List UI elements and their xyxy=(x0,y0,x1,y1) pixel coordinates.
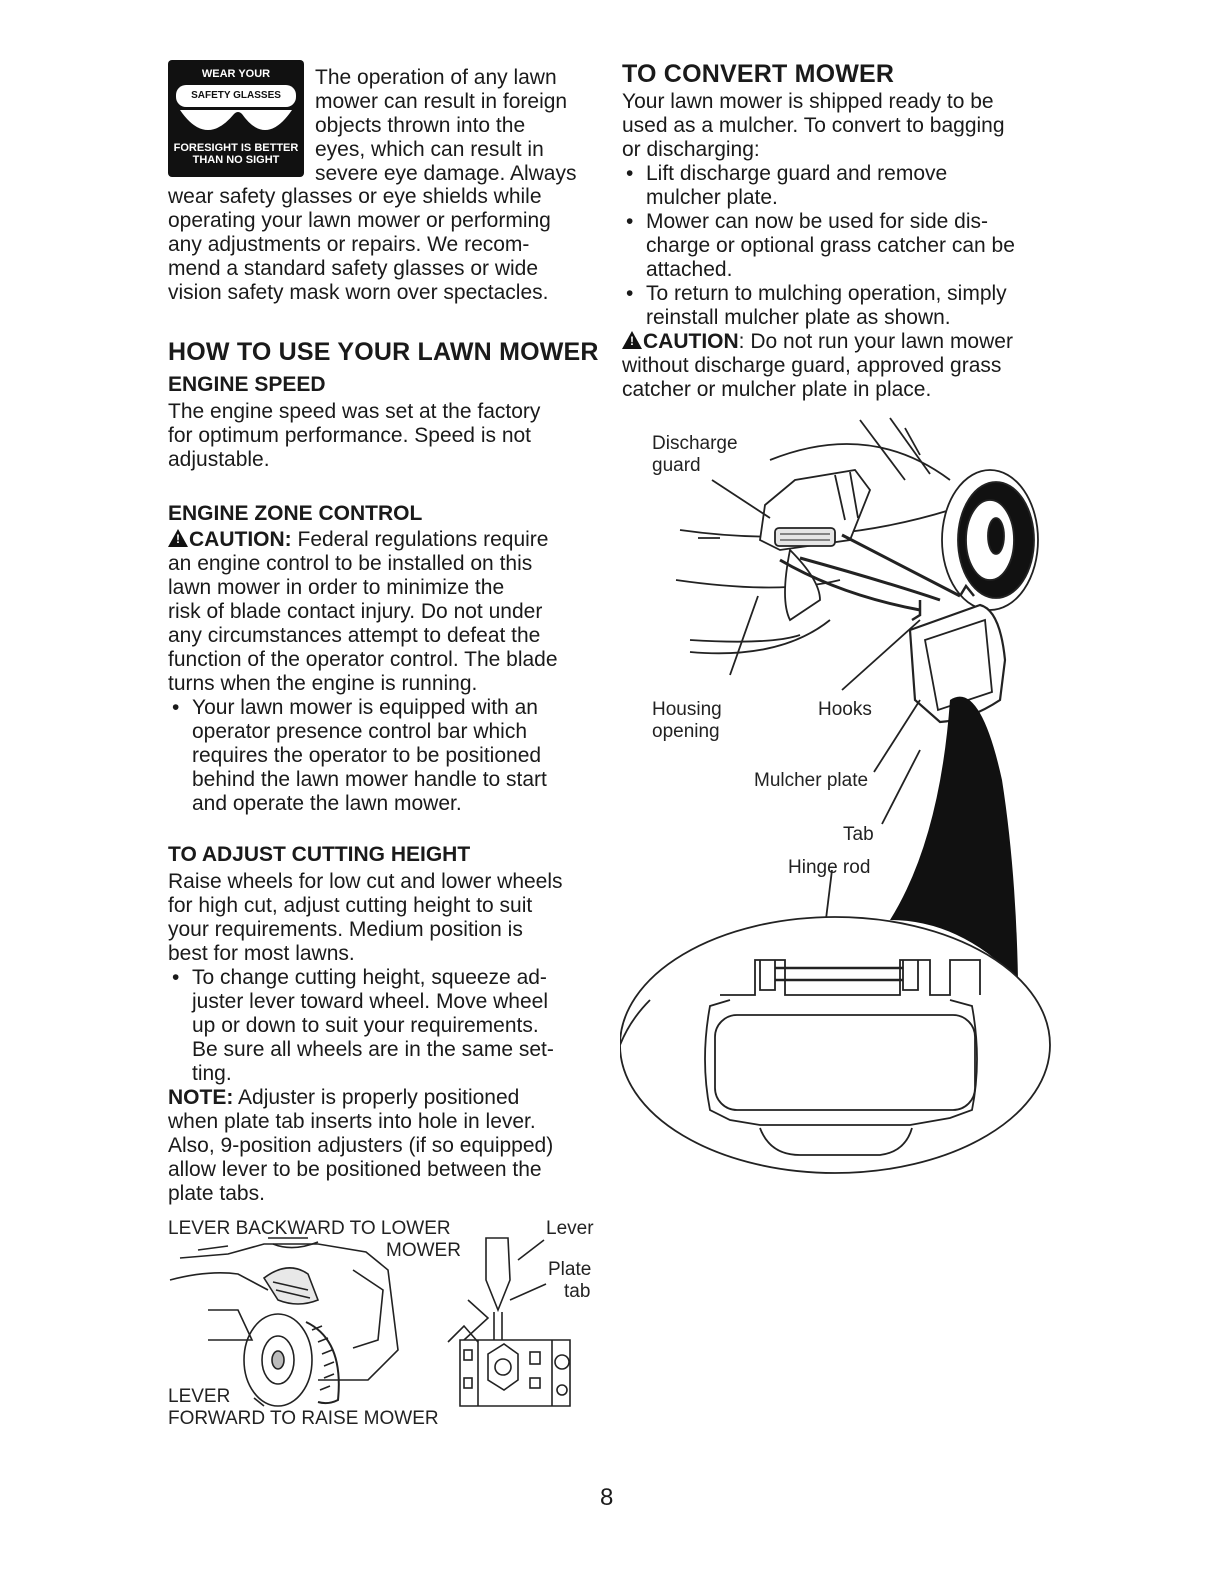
bullet-line: • To change cutting height, squeeze ad- xyxy=(192,966,547,989)
engine-speed-line: for optimum performance. Speed is not xyxy=(168,424,532,447)
cutting-line: your requirements. Medium position is xyxy=(168,918,523,941)
caution-triangle-icon xyxy=(622,331,642,349)
cutting-line: for high cut, adjust cutting height to suit xyxy=(168,894,533,917)
intro-line: severe eye damage. Always xyxy=(315,162,577,185)
list-item xyxy=(168,696,598,816)
caution-line: any circumstances attempt to defeat the xyxy=(168,624,541,647)
note-line: Also, 9-position adjusters (if so equipped) xyxy=(168,1134,554,1157)
convert-heading: TO CONVERT MOWER xyxy=(622,60,895,88)
convert-line: used as a mulcher. To convert to bagging xyxy=(622,114,1005,137)
caution-line: catcher or mulcher plate in place. xyxy=(622,378,932,401)
note-text xyxy=(168,1086,598,1206)
note-first: Adjuster is properly positioned xyxy=(233,1086,520,1109)
tab-figure-label: Tab xyxy=(843,824,874,845)
lever-label: Lever xyxy=(546,1218,594,1239)
bullet-line: requires the operator to be positioned xyxy=(192,744,542,767)
bullet-line: behind the lawn mower handle to start xyxy=(192,768,547,791)
note-label: NOTE: xyxy=(168,1086,234,1109)
engine-speed-line: adjustable. xyxy=(168,448,270,471)
bullet-line: • Mower can now be used for side dis- xyxy=(646,210,988,233)
housing-label: Housing xyxy=(652,699,722,720)
note-line: allow lever to be positioned between the xyxy=(168,1158,542,1181)
forward-label: FORWARD TO RAISE MOWER xyxy=(168,1408,439,1429)
badge-line-2: SAFETY GLASSES xyxy=(176,85,296,107)
caution-line: lawn mower in order to minimize the xyxy=(168,576,505,599)
bullet-line: up or down to suit your requirements. xyxy=(192,1014,539,1037)
bullet-line: charge or optional grass catcher can be xyxy=(646,234,1015,257)
intro-line: mend a standard safety glasses or wide xyxy=(168,257,539,280)
list-item xyxy=(168,966,598,1086)
engine-speed-line: The engine speed was set at the factory xyxy=(168,400,541,423)
caution-first-line xyxy=(168,528,598,552)
opening-label: opening xyxy=(652,721,720,742)
mulcher-plate-label: Mulcher plate xyxy=(754,770,869,791)
list-item xyxy=(622,282,1062,330)
badge-line-4: THAN NO SIGHT xyxy=(192,154,280,166)
guard-label: guard xyxy=(652,455,701,476)
intro-line: The operation of any lawn xyxy=(315,66,557,89)
intro-line: eyes, which can result in xyxy=(315,138,544,161)
note-line: plate tabs. xyxy=(168,1182,265,1205)
convert-caution-first-line xyxy=(622,330,1072,354)
mower-label: MOWER xyxy=(386,1240,461,1261)
tab-label: tab xyxy=(564,1281,591,1302)
hooks-label: Hooks xyxy=(818,699,872,720)
caution-line: function of the operator control. The blade xyxy=(168,648,558,671)
page-number: 8 xyxy=(600,1484,614,1511)
convert-line: Your lawn mower is shipped ready to be xyxy=(622,90,994,113)
bullet-line: Be sure all wheels are in the same set- xyxy=(192,1038,554,1061)
hinge-rod-label: Hinge rod xyxy=(788,857,871,878)
bullet-line: attached. xyxy=(646,258,733,281)
bullet-line: • To return to mulching operation, simply xyxy=(646,282,1007,305)
intro-line: operating your lawn mower or performing xyxy=(168,209,551,232)
caution-line: without discharge guard, approved grass xyxy=(622,354,1002,377)
intro-text-full xyxy=(168,185,598,305)
lever-backward-label: LEVER BACKWARD TO LOWER xyxy=(168,1218,451,1239)
caution-line: an engine control to be installed on this xyxy=(168,552,533,575)
bullet-line: • Your lawn mower is equipped with an xyxy=(192,696,538,719)
mulcher-plate-illustration xyxy=(620,400,1060,1190)
bullet-line: ting. xyxy=(192,1062,232,1085)
engine-speed-heading: ENGINE SPEED xyxy=(168,373,326,396)
bullet-line: and operate the lawn mower. xyxy=(192,792,462,815)
engine-speed-text xyxy=(168,400,598,472)
bullet-line: operator presence control bar which xyxy=(192,720,528,743)
caution-triangle-icon xyxy=(168,529,188,547)
badge-line-1: WEAR YOUR xyxy=(201,68,271,80)
list-item xyxy=(622,210,1062,282)
caution-line: turns when the engine is running. xyxy=(168,672,478,695)
caution-first: : Do not run your lawn mower xyxy=(738,330,1013,353)
bullet-line: mulcher plate. xyxy=(646,186,778,209)
badge-line-3: FORESIGHT IS BETTER xyxy=(173,142,299,154)
caution-first: Federal regulations require xyxy=(291,528,549,551)
intro-text-beside xyxy=(315,66,605,186)
cutting-height-heading: TO ADJUST CUTTING HEIGHT xyxy=(168,843,471,866)
cutting-height-text xyxy=(168,870,598,966)
how-to-use-heading: HOW TO USE YOUR LAWN MOWER xyxy=(168,338,599,366)
bullet-line: • Lift discharge guard and remove xyxy=(646,162,948,185)
discharge-label: Discharge xyxy=(652,433,738,454)
lever-adjust-illustration xyxy=(168,1230,598,1410)
engine-zone-bullets xyxy=(168,696,598,816)
caution-label: CAUTION: xyxy=(189,528,292,551)
bullet-line: juster lever toward wheel. Move wheel xyxy=(192,990,548,1013)
intro-line: vision safety mask worn over spectacles. xyxy=(168,281,549,304)
note-line: when plate tab inserts into hole in lever. xyxy=(168,1110,536,1133)
intro-line: mower can result in foreign xyxy=(315,90,568,113)
cutting-height-bullets xyxy=(168,966,598,1086)
convert-bullets xyxy=(622,162,1062,330)
convert-line: or discharging: xyxy=(622,138,760,161)
cutting-line: Raise wheels for low cut and lower wheels xyxy=(168,870,563,893)
convert-caution xyxy=(622,330,1072,402)
engine-zone-heading: ENGINE ZONE CONTROL xyxy=(168,502,423,525)
bullet-line: reinstall mulcher plate as shown. xyxy=(646,306,951,329)
convert-text xyxy=(622,90,1062,162)
engine-zone-caution xyxy=(168,528,598,696)
plate-label: Plate xyxy=(548,1259,592,1280)
intro-line: objects thrown into the xyxy=(315,114,526,137)
list-item xyxy=(622,162,1062,210)
caution-label: CAUTION xyxy=(643,330,739,353)
lever-bottom-label: LEVER xyxy=(168,1386,231,1407)
safety-glasses-badge xyxy=(168,60,304,177)
intro-line: any adjustments or repairs. We recom- xyxy=(168,233,530,256)
intro-line: wear safety glasses or eye shields while xyxy=(168,185,542,208)
safety-glasses-icon xyxy=(176,108,296,144)
caution-line: risk of blade contact injury. Do not under xyxy=(168,600,543,623)
cutting-line: best for most lawns. xyxy=(168,942,355,965)
note-first-line xyxy=(168,1086,598,1110)
